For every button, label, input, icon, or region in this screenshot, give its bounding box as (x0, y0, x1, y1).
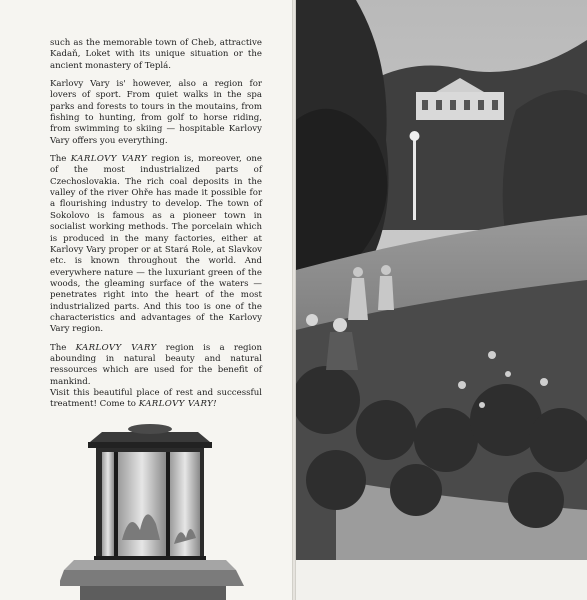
paragraph-text: region is, moreover, one of the most industrialized parts of Czechoslovakia. The rich coal deposits in the valley of the river Ohře has made it possible for a flourishing industry to develop. The town of Sokolovo is famous as a pioneer town in socialist working methods. The porcelain which is produced in the many factories, either at Karlovy Vary proper or at Stará Role, at Slavkov etc. is known throughout the world. And everywhere nature — the luxuriant green of the woods, the gleaming surface of the waters — penetrates right into the heart of the most industrialized parts. And this too is one of the characteristics and advantages of the Karlovy Vary region. (50, 154, 263, 335)
brochure-text (50, 38, 262, 418)
brochure-paragraph (50, 388, 262, 411)
paragraph-text: The (50, 154, 71, 165)
paragraph-text: Visit this beautiful place of rest and successful treatment! Come to (50, 387, 262, 410)
right-page (296, 0, 587, 600)
left-page (0, 0, 293, 600)
brochure-paragraph (50, 154, 262, 336)
paragraph-text: Karlovy Vary is' however, also a region for lovers of sport. From quiet walks in the spa parks and forests to tours in the moutains, from fishing to hunting, from golf to horse riding, from swimming to skiing — hospitable Karlovy Vary offers you everything. (50, 79, 262, 146)
spa-park-photo (296, 0, 587, 560)
brochure-paragraph (50, 38, 262, 72)
brochure-paragraph (50, 343, 262, 388)
region-name-emphasis: KARLOVY VARY (75, 342, 157, 353)
brochure-paragraph (50, 79, 262, 147)
garden-lantern-image (60, 420, 250, 600)
paragraph-text: The (50, 342, 76, 353)
paragraph-text: region is a region abounding in natural beauty and natural ressources which are used for the benefit of mankind. (50, 342, 263, 387)
region-name-emphasis: KARLOVY VARY (70, 154, 147, 165)
paragraph-text: such as the memorable town of Cheb, attractive Kadaň, Loket with its unique situation or the ancient monastery of Teplá. (50, 38, 262, 71)
region-name-emphasis: KARLOVY VARY! (138, 399, 218, 410)
